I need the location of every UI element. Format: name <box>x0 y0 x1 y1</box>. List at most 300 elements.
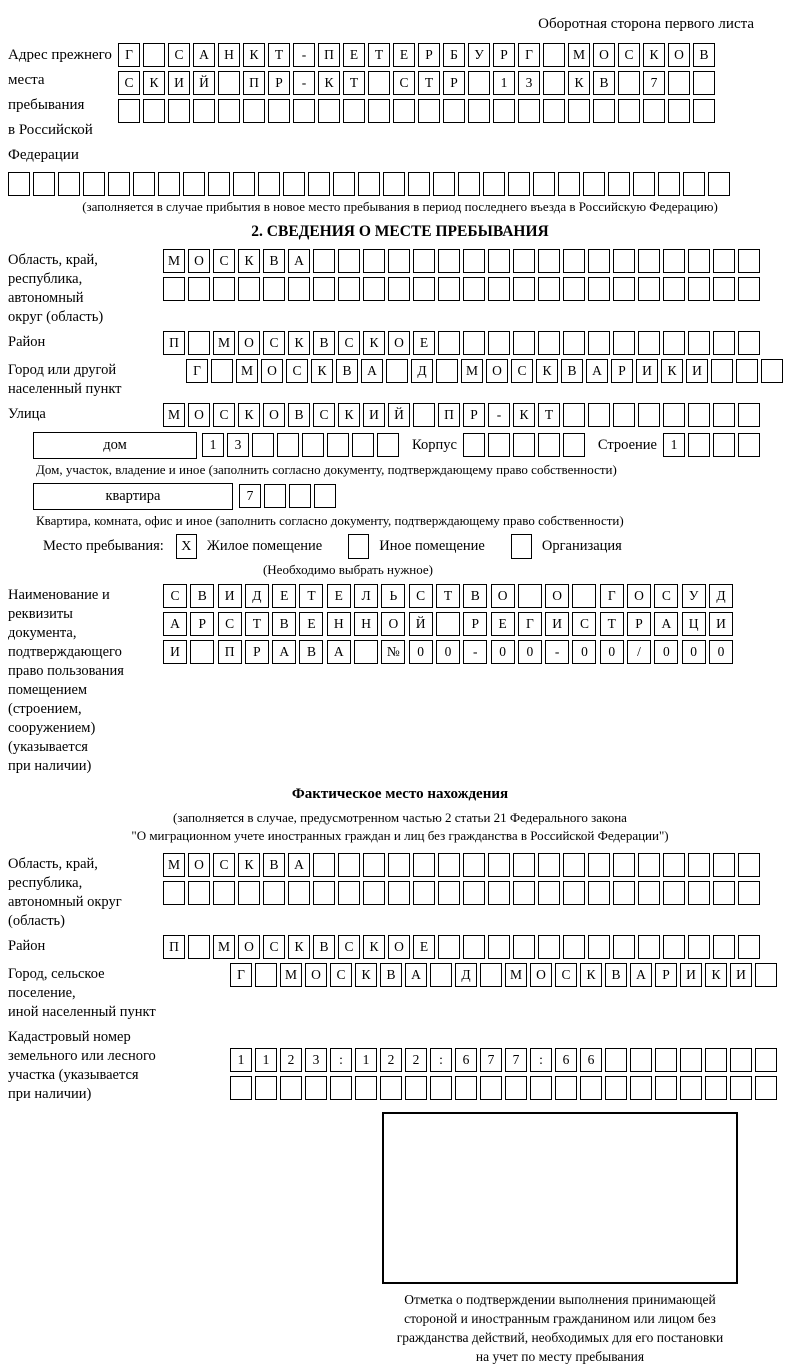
char-cell: В <box>190 584 214 608</box>
actual-location-law-note: (заполняется в случае, предусмотренном частью 2 статьи 21 Федерального закона "О миграционном учете иностранных граждан и лиц без гражданства в Российской Федерации") <box>131 810 669 843</box>
char-cell <box>438 277 460 301</box>
char-cell <box>143 99 165 123</box>
char-cell <box>288 277 310 301</box>
char-cell <box>680 1076 702 1100</box>
char-cell: 6 <box>580 1048 602 1072</box>
char-cell <box>618 71 640 95</box>
char-cell: В <box>605 963 627 987</box>
char-cell: А <box>163 612 187 636</box>
cadastre-row-1 <box>230 1048 780 1072</box>
char-cell: О <box>530 963 552 987</box>
char-cell <box>663 935 685 959</box>
char-cell: О <box>238 935 260 959</box>
char-cell: 0 <box>491 640 515 664</box>
char-cell: О <box>627 584 651 608</box>
char-cell <box>663 853 685 877</box>
char-cell <box>83 172 105 196</box>
char-cell <box>163 277 185 301</box>
char-cell <box>738 853 760 877</box>
char-cell: В <box>561 359 583 383</box>
char-cell: С <box>313 403 335 427</box>
char-cell: Е <box>393 43 415 67</box>
char-cell <box>413 881 435 905</box>
char-cell: Р <box>627 612 651 636</box>
stamp-box <box>382 1112 738 1284</box>
char-cell <box>630 1076 652 1100</box>
char-cell: П <box>243 71 265 95</box>
char-cell: В <box>263 249 285 273</box>
char-cell <box>443 99 465 123</box>
char-cell <box>188 935 210 959</box>
char-cell <box>218 99 240 123</box>
char-cell <box>313 249 335 273</box>
char-cell: Т <box>600 612 624 636</box>
char-cell <box>688 935 710 959</box>
street-row <box>163 403 763 427</box>
char-cell <box>555 1076 577 1100</box>
char-cell <box>58 172 80 196</box>
char-cell <box>243 99 265 123</box>
char-cell: И <box>168 71 190 95</box>
cadastre-row-2 <box>230 1076 780 1100</box>
char-cell <box>327 433 349 457</box>
char-cell: П <box>318 43 340 67</box>
char-cell: Д <box>411 359 433 383</box>
char-cell <box>413 853 435 877</box>
char-cell <box>563 433 585 457</box>
char-cell: Н <box>327 612 351 636</box>
char-cell <box>33 172 55 196</box>
char-cell <box>355 1076 377 1100</box>
char-cell: Й <box>193 71 215 95</box>
char-cell <box>438 249 460 273</box>
char-cell: С <box>213 249 235 273</box>
char-cell <box>208 172 230 196</box>
char-cell <box>463 433 485 457</box>
char-cell <box>663 331 685 355</box>
region-row-2 <box>163 277 763 301</box>
actual-location-title: Фактическое место нахождения <box>291 786 509 802</box>
char-cell <box>480 963 502 987</box>
char-cell: 0 <box>709 640 733 664</box>
char-cell <box>158 172 180 196</box>
actual-city-label: Город, сельское поселение, иной населенный пункт <box>8 966 156 1020</box>
char-cell <box>488 433 510 457</box>
char-cell <box>230 1076 252 1100</box>
char-cell <box>388 881 410 905</box>
char-cell <box>713 403 735 427</box>
korpus-cells <box>463 433 588 457</box>
char-cell <box>513 433 535 457</box>
char-cell: Т <box>299 584 323 608</box>
char-cell <box>388 277 410 301</box>
char-cell <box>538 853 560 877</box>
char-cell: С <box>618 43 640 67</box>
char-cell <box>368 99 390 123</box>
char-cell <box>713 935 735 959</box>
char-cell <box>380 1076 402 1100</box>
char-cell <box>563 331 585 355</box>
char-cell: К <box>568 71 590 95</box>
char-cell: О <box>263 403 285 427</box>
char-cell: К <box>288 935 310 959</box>
char-cell: С <box>263 331 285 355</box>
char-cell <box>377 433 399 457</box>
char-cell: : <box>530 1048 552 1072</box>
char-cell <box>302 433 324 457</box>
char-cell: К <box>513 403 535 427</box>
actual-district-row <box>163 935 763 959</box>
char-cell: 0 <box>600 640 624 664</box>
char-cell <box>588 331 610 355</box>
char-cell: 0 <box>654 640 678 664</box>
char-cell: 7 <box>480 1048 502 1072</box>
char-cell: С <box>555 963 577 987</box>
char-cell: Е <box>299 612 323 636</box>
apartment-caption: Квартира, комната, офис и иное (заполнить согласно документу, подтверждающему право собственности) <box>36 513 624 528</box>
char-cell <box>463 249 485 273</box>
char-cell: Т <box>245 612 269 636</box>
char-cell <box>688 433 710 457</box>
char-cell <box>463 935 485 959</box>
char-cell <box>538 433 560 457</box>
district-row <box>163 331 763 355</box>
char-cell <box>264 484 286 508</box>
char-cell: - <box>293 43 315 67</box>
char-cell <box>438 331 460 355</box>
actual-city-block <box>8 963 792 1022</box>
char-cell <box>730 1076 752 1100</box>
checkbox-other-premises <box>348 534 369 559</box>
house-box-label: дом <box>33 432 197 459</box>
city-block <box>8 359 792 399</box>
char-cell <box>738 433 760 457</box>
char-cell: Г <box>518 43 540 67</box>
checkbox-residential: X <box>176 534 197 559</box>
char-cell: Г <box>600 584 624 608</box>
char-cell: П <box>218 640 242 664</box>
char-cell: 0 <box>409 640 433 664</box>
char-cell: Т <box>436 584 460 608</box>
char-cell <box>713 277 735 301</box>
char-cell <box>638 331 660 355</box>
document-label: Наименование и реквизиты документа, подтверждающего право пользования помещением (строением, сооружением) (указывается при наличии) <box>8 587 124 774</box>
char-cell: : <box>430 1048 452 1072</box>
char-cell <box>618 99 640 123</box>
char-cell: В <box>288 403 310 427</box>
char-cell <box>188 881 210 905</box>
char-cell: С <box>330 963 352 987</box>
korpus-label: Корпус <box>412 436 457 453</box>
char-cell <box>593 99 615 123</box>
prev-address-row-4 <box>8 172 792 196</box>
char-cell <box>588 853 610 877</box>
char-cell: К <box>143 71 165 95</box>
char-cell <box>118 99 140 123</box>
char-cell: № <box>381 640 405 664</box>
char-cell: И <box>636 359 658 383</box>
char-cell: И <box>730 963 752 987</box>
char-cell <box>613 935 635 959</box>
char-cell: К <box>238 403 260 427</box>
char-cell <box>252 433 274 457</box>
char-cell: Т <box>538 403 560 427</box>
char-cell <box>713 853 735 877</box>
char-cell <box>218 71 240 95</box>
char-cell: О <box>261 359 283 383</box>
char-cell: С <box>654 584 678 608</box>
char-cell: Г <box>230 963 252 987</box>
city-label: Город или другой населенный пункт <box>8 362 122 397</box>
char-cell <box>513 331 535 355</box>
char-cell: 6 <box>555 1048 577 1072</box>
char-cell: 2 <box>405 1048 427 1072</box>
char-cell <box>530 1076 552 1100</box>
apartment-row <box>33 482 792 510</box>
char-cell: К <box>238 853 260 877</box>
document-row-1 <box>163 584 736 608</box>
char-cell <box>233 172 255 196</box>
char-cell: Т <box>268 43 290 67</box>
char-cell <box>543 71 565 95</box>
char-cell <box>558 172 580 196</box>
stamp-caption: Отметка о подтверждении выполнения принимающей стороной и иностранным гражданином или лицом без гражданства действий, необходимых для его постановки на учет по месту пребывания <box>396 1292 724 1364</box>
prev-address-note: (заполняется в случае прибытия в новое место пребывания в период последнего въезда в Российскую Федерацию) <box>82 199 718 214</box>
char-cell <box>393 99 415 123</box>
char-cell: Д <box>245 584 269 608</box>
char-cell: В <box>693 43 715 67</box>
char-cell: М <box>213 935 235 959</box>
option-organization-label: Организация <box>541 538 622 554</box>
char-cell <box>705 1048 727 1072</box>
char-cell <box>488 331 510 355</box>
char-cell <box>413 277 435 301</box>
char-cell <box>263 277 285 301</box>
char-cell <box>730 1048 752 1072</box>
char-cell <box>663 403 685 427</box>
char-cell <box>436 359 458 383</box>
actual-region-label: Область, край, республика, автономный округ (область) <box>8 856 122 929</box>
house-caption: Дом, участок, владение и иное (заполнить согласно документу, подтверждающему право собственности) <box>36 462 617 477</box>
char-cell: Н <box>354 612 378 636</box>
char-cell: В <box>263 853 285 877</box>
char-cell: 1 <box>230 1048 252 1072</box>
actual-region-rows <box>163 853 763 905</box>
char-cell: В <box>380 963 402 987</box>
char-cell: И <box>545 612 569 636</box>
char-cell: С <box>168 43 190 67</box>
char-cell <box>638 881 660 905</box>
actual-city-row <box>230 963 780 987</box>
char-cell: О <box>545 584 569 608</box>
char-cell <box>289 484 311 508</box>
region-label: Область, край, республика, автономный округ (область) <box>8 252 104 325</box>
char-cell: 3 <box>227 433 249 457</box>
document-row-2 <box>163 612 736 636</box>
char-cell <box>643 99 665 123</box>
char-cell <box>238 881 260 905</box>
char-cell: А <box>327 640 351 664</box>
char-cell: А <box>288 249 310 273</box>
city-row <box>186 359 786 383</box>
char-cell: : <box>330 1048 352 1072</box>
char-cell: Ь <box>381 584 405 608</box>
char-cell <box>572 584 596 608</box>
char-cell: 6 <box>455 1048 477 1072</box>
char-cell <box>713 249 735 273</box>
char-cell <box>438 935 460 959</box>
char-cell <box>705 1076 727 1100</box>
char-cell <box>755 963 777 987</box>
char-cell: - <box>463 640 487 664</box>
char-cell: С <box>511 359 533 383</box>
char-cell <box>761 359 783 383</box>
cadastre-rows <box>230 1026 780 1100</box>
char-cell: И <box>686 359 708 383</box>
char-cell <box>508 172 530 196</box>
char-cell <box>513 249 535 273</box>
char-cell: А <box>272 640 296 664</box>
char-cell <box>488 277 510 301</box>
char-cell: К <box>661 359 683 383</box>
char-cell <box>638 403 660 427</box>
char-cell: Р <box>443 71 465 95</box>
char-cell <box>655 1048 677 1072</box>
char-cell: 7 <box>505 1048 527 1072</box>
char-cell: В <box>313 331 335 355</box>
actual-region-row-1 <box>163 853 763 877</box>
char-cell: М <box>163 853 185 877</box>
char-cell: И <box>709 612 733 636</box>
char-cell <box>633 172 655 196</box>
actual-district-label: Район <box>8 938 46 954</box>
char-cell <box>708 172 730 196</box>
char-cell <box>638 853 660 877</box>
house-row <box>33 431 792 459</box>
char-cell <box>493 99 515 123</box>
char-cell: О <box>305 963 327 987</box>
char-cell: О <box>388 935 410 959</box>
char-cell: П <box>163 935 185 959</box>
char-cell: А <box>288 853 310 877</box>
char-cell: К <box>705 963 727 987</box>
stroenie-label: Строение <box>597 436 657 453</box>
region-block <box>8 249 792 327</box>
char-cell: 7 <box>239 484 261 508</box>
char-cell: А <box>361 359 383 383</box>
char-cell <box>533 172 555 196</box>
char-cell: С <box>393 71 415 95</box>
char-cell <box>543 99 565 123</box>
prev-address-label: Адрес прежнего места пребывания в Российской Федерации <box>8 47 112 163</box>
char-cell <box>613 403 635 427</box>
char-cell: Р <box>418 43 440 67</box>
char-cell: О <box>188 249 210 273</box>
char-cell <box>588 881 610 905</box>
char-cell: - <box>293 71 315 95</box>
char-cell <box>738 935 760 959</box>
checkbox-organization <box>511 534 532 559</box>
char-cell <box>688 881 710 905</box>
char-cell <box>308 172 330 196</box>
char-cell <box>683 172 705 196</box>
char-cell <box>388 249 410 273</box>
char-cell <box>363 881 385 905</box>
char-cell: Р <box>463 612 487 636</box>
char-cell <box>663 881 685 905</box>
char-cell <box>688 853 710 877</box>
char-cell <box>563 277 585 301</box>
char-cell <box>738 881 760 905</box>
char-cell: О <box>188 853 210 877</box>
char-cell <box>580 1076 602 1100</box>
char-cell: А <box>586 359 608 383</box>
char-cell <box>193 99 215 123</box>
char-cell <box>418 99 440 123</box>
char-cell: Т <box>418 71 440 95</box>
char-cell <box>538 935 560 959</box>
char-cell: 1 <box>663 433 685 457</box>
char-cell <box>638 277 660 301</box>
char-cell <box>563 935 585 959</box>
char-cell <box>738 249 760 273</box>
char-cell <box>668 71 690 95</box>
char-cell <box>563 403 585 427</box>
char-cell <box>488 853 510 877</box>
char-cell: Е <box>272 584 296 608</box>
char-cell <box>613 249 635 273</box>
char-cell: А <box>654 612 678 636</box>
char-cell: М <box>568 43 590 67</box>
char-cell <box>363 277 385 301</box>
char-cell <box>755 1048 777 1072</box>
char-cell <box>343 99 365 123</box>
char-cell <box>513 881 535 905</box>
char-cell: О <box>381 612 405 636</box>
cadastre-block <box>8 1026 792 1104</box>
char-cell: О <box>668 43 690 67</box>
char-cell: О <box>486 359 508 383</box>
char-cell <box>313 881 335 905</box>
char-cell: С <box>163 584 187 608</box>
char-cell: Ц <box>682 612 706 636</box>
char-cell <box>588 403 610 427</box>
char-cell <box>383 172 405 196</box>
char-cell <box>488 881 510 905</box>
page-side-note: Оборотная сторона первого листа <box>538 16 754 32</box>
char-cell <box>605 1076 627 1100</box>
char-cell: К <box>536 359 558 383</box>
char-cell <box>263 881 285 905</box>
char-cell: Г <box>118 43 140 67</box>
char-cell <box>430 1076 452 1100</box>
char-cell: 1 <box>202 433 224 457</box>
char-cell <box>605 1048 627 1072</box>
char-cell: С <box>118 71 140 95</box>
char-cell: 0 <box>518 640 542 664</box>
char-cell <box>143 43 165 67</box>
char-cell: В <box>336 359 358 383</box>
char-cell <box>188 331 210 355</box>
char-cell <box>755 1076 777 1100</box>
char-cell: И <box>680 963 702 987</box>
char-cell <box>588 249 610 273</box>
char-cell <box>258 172 280 196</box>
char-cell: 2 <box>280 1048 302 1072</box>
char-cell <box>338 853 360 877</box>
char-cell: Н <box>218 43 240 67</box>
char-cell <box>713 881 735 905</box>
